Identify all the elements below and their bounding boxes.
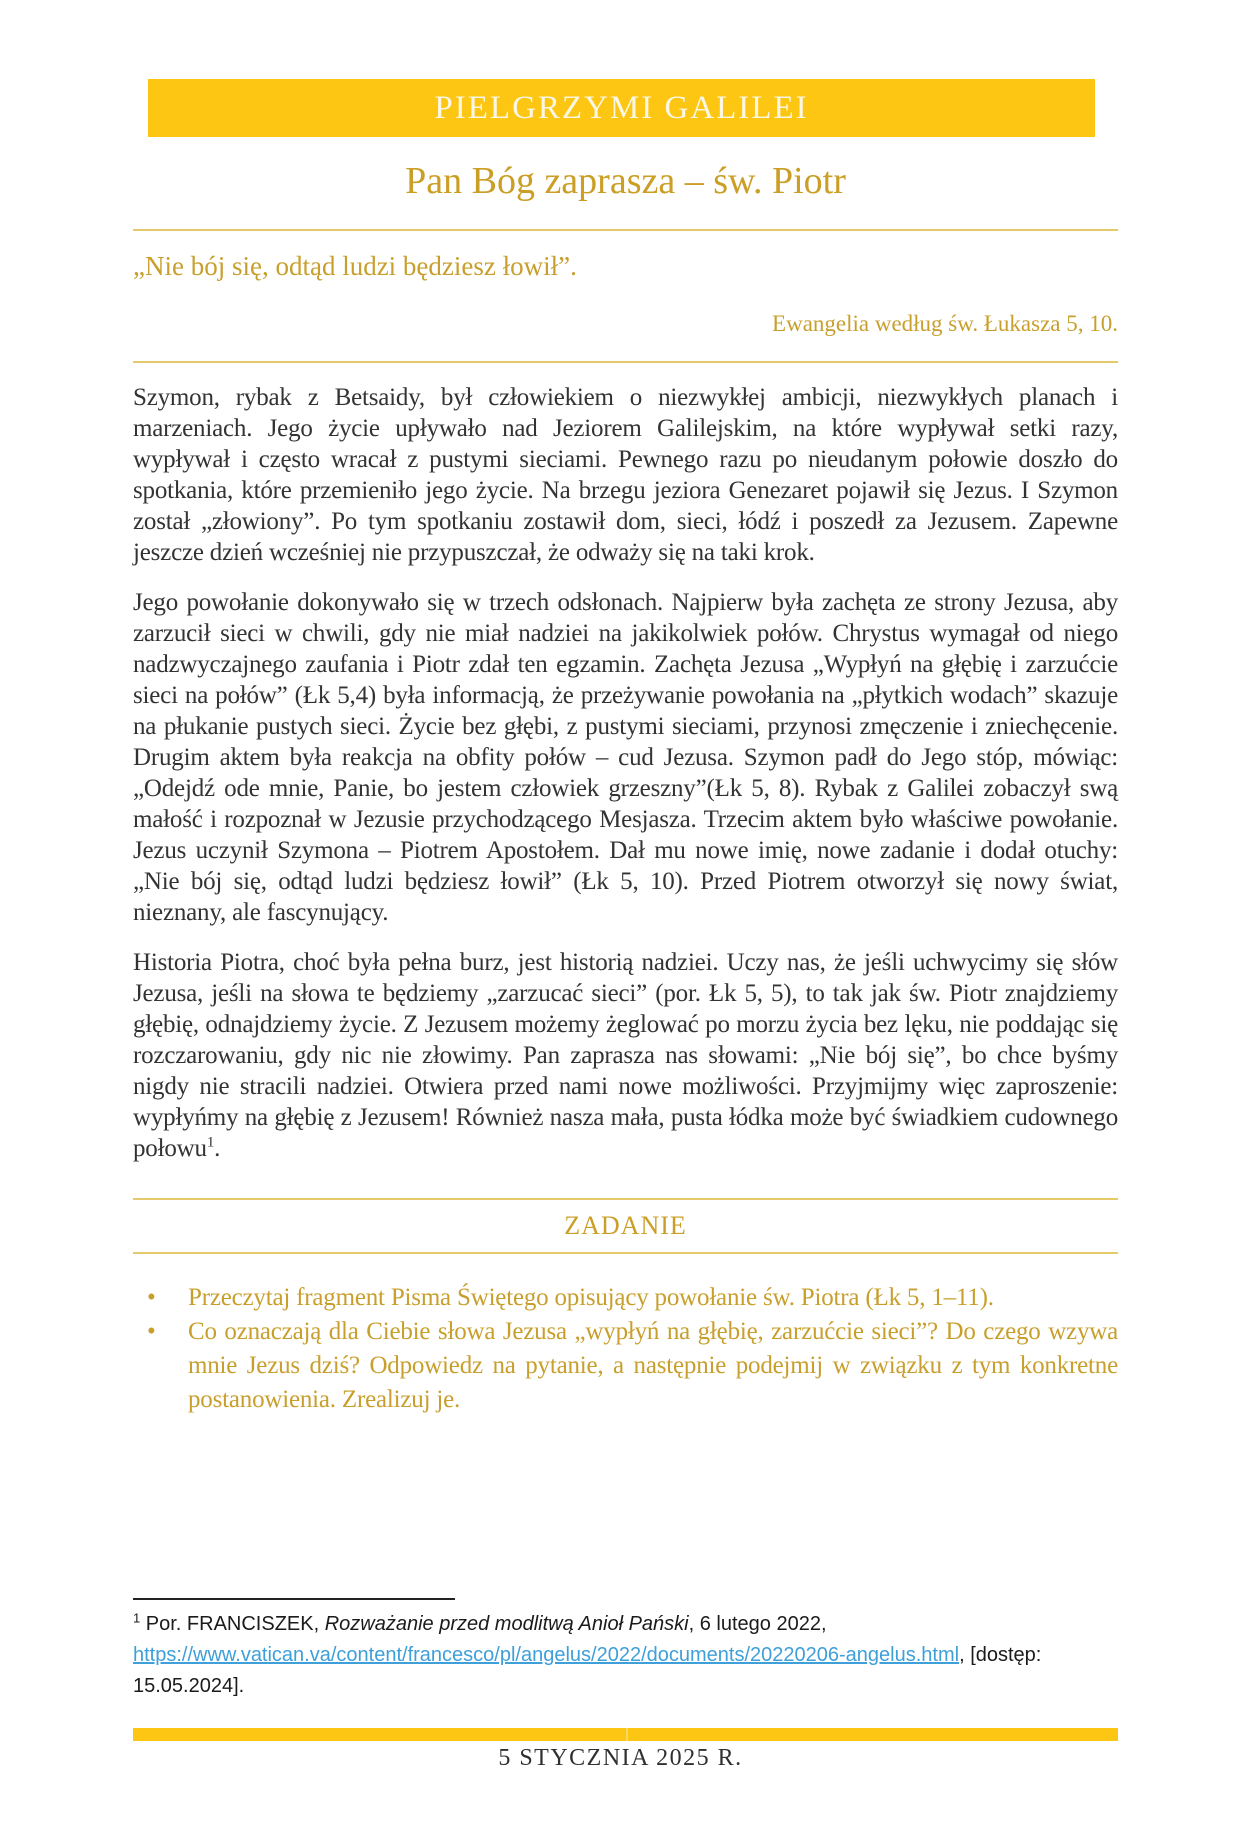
divider-task-top <box>133 1198 1118 1200</box>
document-page <box>0 79 1241 1834</box>
footnote-marker: 1 <box>133 1610 141 1626</box>
footer-date: 5 STYCZNIA 2025 R. <box>498 1745 743 1771</box>
footnote-text <box>133 1609 1118 1702</box>
footer-bar-seam <box>626 1728 628 1741</box>
footnote-citation-start: Por. FRANCISZEK, <box>140 1613 325 1635</box>
body-paragraph-1: Szymon, rybak z Betsaidy, był człowiekiem o niezwykłej ambicji, niezwykłych planach i marzeniach. Jego życie upływało nad Jeziorem Galilejskim, na które wypływał setki razy, wypływał i często wracał z pustymi sieciami. Pewnego razu po nieudanym połowie doszło do spotkania, które przemieniło jego życie. Na brzegu jeziora Genezaret pojawił się Jezus. I Szymon został „złowiony”. Po tym spotkaniu zostawił dom, sieci, łódź i poszedł za Jezusem. Zapewne jeszcze dzień wcześniej nie przypuszczał, że odważy się na taki krok. <box>133 384 1118 566</box>
footnote-area <box>133 1598 1118 1702</box>
task-list <box>133 1281 1118 1417</box>
task-list-item <box>133 1315 1118 1417</box>
scripture-reference: Ewangelia według św. Łukasza 5, 10. <box>772 311 1118 336</box>
body-paragraph-3-end: . <box>214 1135 221 1162</box>
footnote-divider <box>133 1598 455 1600</box>
task-item-text: Przeczytaj fragment Pisma Świętego opisujący powołanie św. Piotra (Łk 5, 1–11). <box>188 1284 994 1311</box>
task-item-text: Co oznaczają dla Ciebie słowa Jezusa „wypłyń na głębię, zarzućcie sieci”? Do czego wzywa mnie Jezus dziś? Odpowiedz na pytanie, a następnie podejmij w związku z tym konkretne postanowienia. Zrealizuj je. <box>188 1318 1118 1413</box>
divider-top <box>133 229 1118 231</box>
footnote-link[interactable]: https://www.vatican.va/content/francesco/pl/angelus/2022/documents/20220206-angelus.html <box>133 1644 960 1666</box>
task-heading: ZADANIE <box>564 1211 687 1240</box>
divider-quote <box>133 361 1118 363</box>
task-list-item <box>133 1281 1118 1315</box>
footnote-access-note: , [dostęp: 15.05.2024]. <box>133 1644 1042 1697</box>
footnote-reference-marker: 1 <box>206 1134 215 1151</box>
body-paragraph-3 <box>133 947 1118 1164</box>
footnote-citation-title: Rozważanie przed modlitwą Anioł Pański <box>324 1613 689 1635</box>
task-section <box>133 1198 1118 1417</box>
scripture-quote: „Nie bój się, odtąd ludzi będziesz łowił”. <box>133 251 577 281</box>
bullet-icon: • <box>147 1318 156 1345</box>
body-paragraph-2: Jego powołanie dokonywało się w trzech odsłonach. Najpierw była zachęta ze strony Jezusa, aby zarzucił sieci w chwili, gdy nie miał nadziei na jakikolwiek połów. Chrystus wymagał od niego nadzwyczajnego zaufania i Piotr zdał ten egzamin. Zachęta Jezusa „Wypłyń na głębię i zarzućcie sieci na połów” (Łk 5,4) była informacją, że przeżywanie powołania na „płytkich wodach” skazuje na płukanie pustych sieci. Życie bez głębi, z pustymi sieciami, przynosi zmęczenie i zniechęcenie. Drugim aktem była reakcja na obfity połów – cud Jezusa. Szymon padł do Jego stóp, mówiąc: „Odejdź ode mnie, Panie, bo jestem człowiek grzeszny”(Łk 5, 8). Rybak z Galilei zobaczył swą małość i rozpoznał w Jezusie przychodzącego Mesjasza. Trzecim aktem było właściwe powołanie. Jezus uczynił Szymona – Piotrem Apostołem. Dał mu nowe imię, nowe zadanie i dodał otuchy: „Nie bój się, odtąd ludzi będziesz łowił” (Łk 5, 10). Przed Piotrem otworzył się nowy świat, nieznany, ale fascynujący. <box>133 589 1118 926</box>
header-banner <box>148 79 1095 137</box>
bullet-icon: • <box>147 1284 156 1311</box>
footnote-citation-date: , 6 lutego 2022, <box>688 1613 827 1635</box>
footer-bar <box>133 1728 1118 1741</box>
header-banner-title: PIELGRZYMI GALILEI <box>434 90 809 126</box>
body-paragraph-3-text: Historia Piotra, choć była pełna burz, jest historią nadziei. Uczy nas, że jeśli uchwycimy się słów Jezusa, jeśli na słowa te będziemy „zarzucać sieci” (por. Łk 5, 5), to tak jak św. Piotr znajdziemy głębię, odnajdziemy życie. Z Jezusem możemy żeglować po morzu życia bez lęku, nie poddając się rozczarowaniu, gdy nic nie złowimy. Pan zaprasza nas słowami: „Nie bój się”, bo chce byśmy nigdy nie stracili nadziei. Otwiera przed nami nowe możliwości. Przyjmijmy więc zaproszenie: wypłyńmy na głębię z Jezusem! Również nasza mała, pusta łódka może być świadkiem cudownego połowu <box>133 949 1118 1162</box>
divider-task-bottom <box>133 1252 1118 1254</box>
page-title: Pan Bóg zaprasza – św. Piotr <box>405 160 846 202</box>
